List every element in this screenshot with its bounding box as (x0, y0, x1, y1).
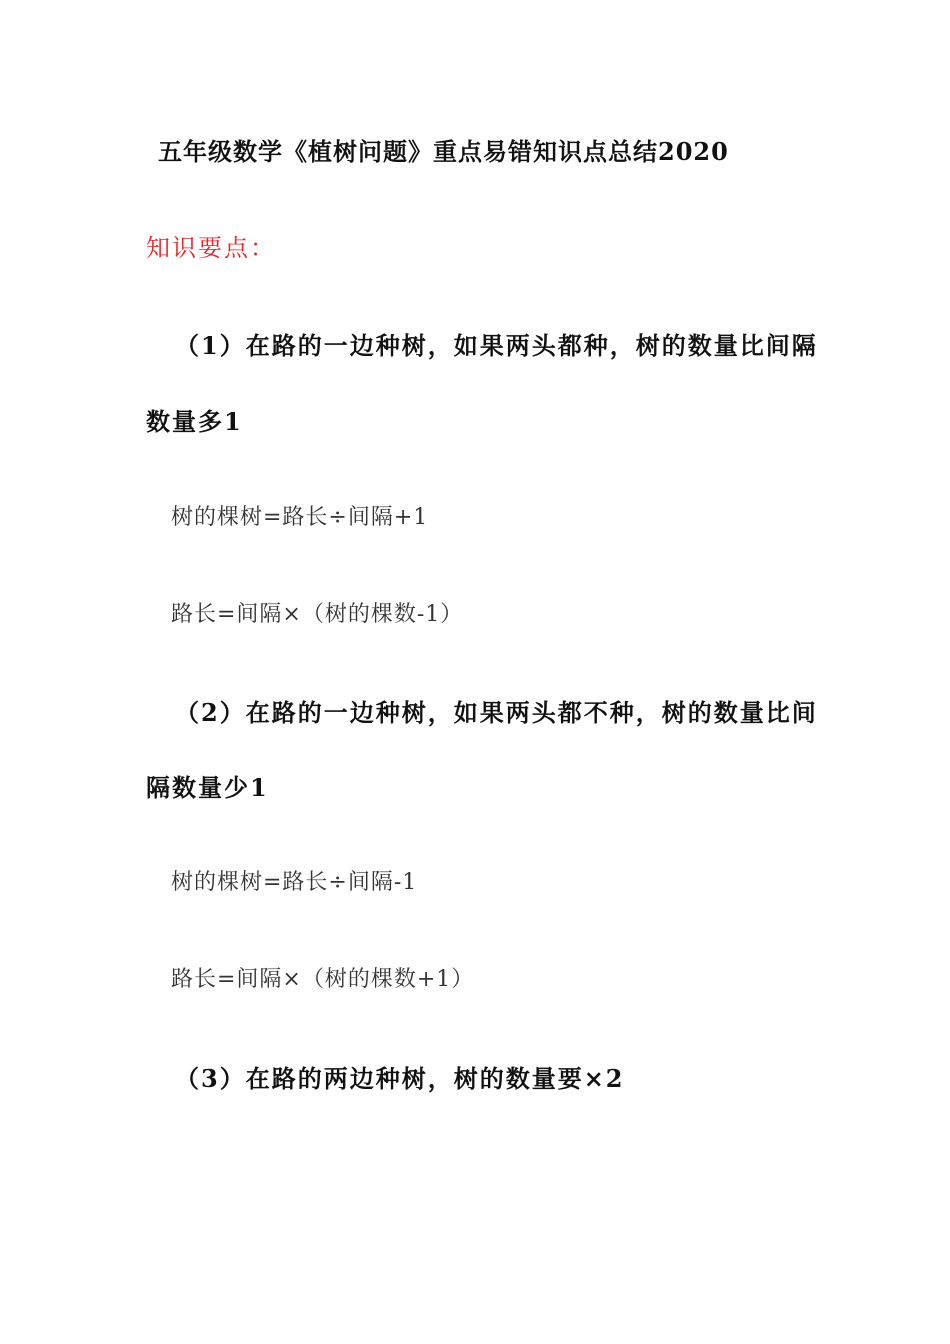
point-2-formula-2: 路长=间隔×（树的棵数+1） (171, 967, 475, 992)
point-1-formula-1: 树的棵树=路长÷间隔+1 (171, 505, 429, 530)
point-1-line-1: （1）在路的一边种树，如果两头都种，树的数量比间隔 (175, 331, 818, 360)
point-1-formula-2: 路长=间隔×（树的棵数-1） (171, 602, 464, 627)
point-3-line-1: （3）在路的两边种树，树的数量要×2 (175, 1064, 625, 1093)
section-heading: 知识要点： (146, 234, 276, 262)
point-1-line-2: 数量多1 (146, 407, 243, 436)
point-2-line-1: （2）在路的一边种树，如果两头都不种，树的数量比间 (175, 698, 818, 727)
point-2-line-2: 隔数量少1 (146, 773, 269, 802)
point-2-formula-1: 树的棵树=路长÷间隔-1 (171, 870, 418, 895)
document-title: 五年级数学《植树问题》重点易错知识点总结2020 (158, 137, 729, 166)
